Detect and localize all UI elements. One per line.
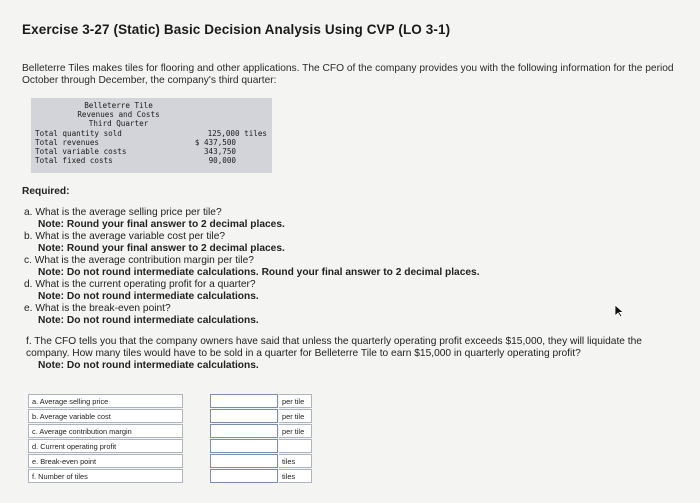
- question-f: f. The CFO tells you that the company owners have said that unless the quarterly operating profit exceeds $15,000, they will liquidate the company. How many tiles would have to be sold in a quarter for Belleterre Tile to earn $15,000 in quarterly operating profit?: [26, 336, 642, 359]
- row-value: $ 437,500: [194, 138, 236, 147]
- answer-label-number-of-tiles: f. Number of tiles: [28, 469, 183, 483]
- question-b-note: Note: Round your final answer to 2 decimal places.: [38, 243, 285, 254]
- revenue-cost-table: [31, 98, 272, 173]
- break-even-input[interactable]: [210, 454, 278, 468]
- question-e-note: Note: Do not round intermediate calculations.: [38, 315, 259, 326]
- question-d: d. What is the current operating profit for a quarter?: [24, 279, 256, 290]
- question-d-note: Note: Do not round intermediate calculations.: [38, 291, 259, 302]
- unit-empty: [279, 439, 312, 453]
- answer-label-selling-price: a. Average selling price: [28, 394, 183, 408]
- question-e: e. What is the break-even point?: [24, 303, 171, 314]
- row-value: 90,000: [208, 156, 236, 165]
- question-a: a. What is the average selling price per tile?: [24, 207, 222, 218]
- table-heading-company: Belleterre Tile: [84, 101, 153, 110]
- required-heading: Required:: [22, 186, 70, 197]
- answer-label-contribution-margin: c. Average contribution margin: [28, 424, 183, 438]
- question-c-note: Note: Do not round intermediate calculations. Round your final answer to 2 decimal places.: [38, 267, 480, 278]
- answer-label-operating-profit: d. Current operating profit: [28, 439, 183, 453]
- answer-label-break-even: e. Break-even point: [28, 454, 183, 468]
- row-label: Total variable costs: [35, 147, 127, 156]
- row-label: Total revenues: [35, 138, 100, 147]
- operating-profit-input[interactable]: [210, 439, 278, 453]
- unit-tiles: tiles: [279, 454, 312, 468]
- unit-per-tile: per tile: [279, 394, 312, 408]
- unit-per-tile: per tile: [279, 424, 312, 438]
- row-label: Total quantity sold: [35, 129, 122, 138]
- contribution-margin-input[interactable]: [210, 424, 278, 438]
- row-value: 125,000 tiles: [207, 129, 267, 138]
- question-a-note: Note: Round your final answer to 2 decimal places.: [38, 219, 285, 230]
- unit-per-tile: per tile: [279, 409, 312, 423]
- intro-paragraph: Belleterre Tiles makes tiles for flooring and other applications. The CFO of the company provides you with the following information for the period October through December, the company's third quarter:: [22, 63, 674, 86]
- unit-tiles: tiles: [279, 469, 312, 483]
- question-b: b. What is the average variable cost per tile?: [24, 231, 226, 242]
- answer-label-variable-cost: b. Average variable cost: [28, 409, 183, 423]
- selling-price-input[interactable]: [210, 394, 278, 408]
- number-of-tiles-input[interactable]: [210, 469, 278, 483]
- table-heading-period: Third Quarter: [88, 119, 149, 128]
- table-heading-subtitle: Revenues and Costs: [77, 110, 160, 119]
- variable-cost-input[interactable]: [210, 409, 278, 423]
- question-f-note: Note: Do not round intermediate calculations.: [38, 360, 259, 371]
- question-c: c. What is the average contribution margin per tile?: [24, 255, 254, 266]
- row-value: 343,750: [203, 147, 236, 156]
- mouse-pointer-icon: [614, 304, 626, 318]
- row-label: Total fixed costs: [35, 156, 113, 165]
- exercise-title: Exercise 3-27 (Static) Basic Decision Analysis Using CVP (LO 3-1): [22, 22, 451, 37]
